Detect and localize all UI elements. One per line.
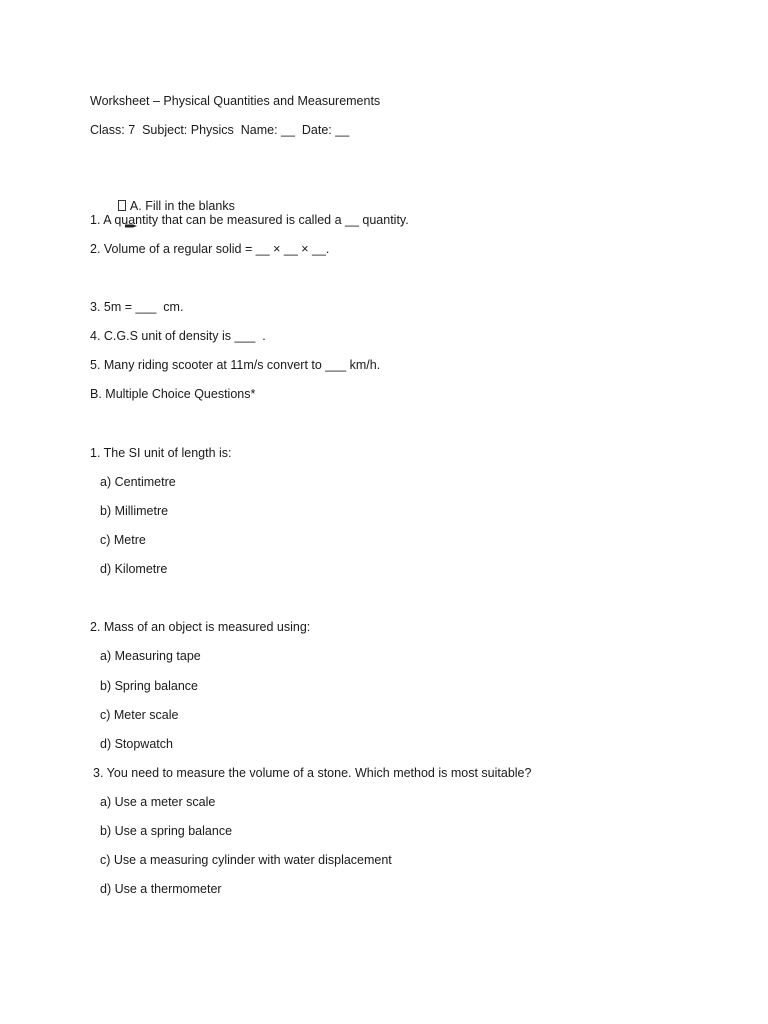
worksheet-title: Worksheet – Physical Quantities and Measurements <box>90 94 381 108</box>
fill-blank-item: 5. Many riding scooter at 11m/s convert to ___ km/h. <box>90 358 381 372</box>
mcq-question: 1. The SI unit of length is: <box>90 446 232 460</box>
missing-glyph-icon <box>118 200 126 211</box>
fill-blank-item: 3. 5m = ___ cm. <box>90 300 184 314</box>
fill-blank-item: 2. Volume of a regular solid = __ × __ × __. <box>90 242 330 256</box>
mcq-option: d) Kilometre <box>100 562 168 576</box>
mcq-question: 2. Mass of an object is measured using: <box>90 620 311 634</box>
section-a-heading: A. Fill in the blanks <box>129 199 235 213</box>
mcq-option: b) Use a spring balance <box>100 824 233 838</box>
section-b-heading: B. Multiple Choice Questions* <box>90 387 256 401</box>
mcq-option: d) Use a thermometer <box>100 882 222 896</box>
fill-blank-item: 4. C.G.S unit of density is ___ . <box>90 329 266 343</box>
pencil-icon <box>104 202 116 210</box>
mcq-option: c) Use a measuring cylinder with water displacement <box>100 853 392 867</box>
mcq-option: a) Use a meter scale <box>100 795 216 809</box>
mcq-option: c) Meter scale <box>100 708 179 722</box>
mcq-option: c) Metre <box>100 533 146 547</box>
mcq-question: 3. You need to measure the volume of a stone. Which method is most suitable? <box>93 766 532 780</box>
mcq-option: a) Measuring tape <box>100 649 201 663</box>
mcq-option: b) Spring balance <box>100 679 198 693</box>
mcq-option: a) Centimetre <box>100 475 176 489</box>
worksheet-info-line: Class: 7 Subject: Physics Name: __ Date: __ <box>90 123 350 137</box>
mcq-option: b) Millimetre <box>100 504 169 518</box>
mcq-option: d) Stopwatch <box>100 737 173 751</box>
fill-blank-item: 1. A quantity that can be measured is called a __ quantity. <box>90 213 409 227</box>
